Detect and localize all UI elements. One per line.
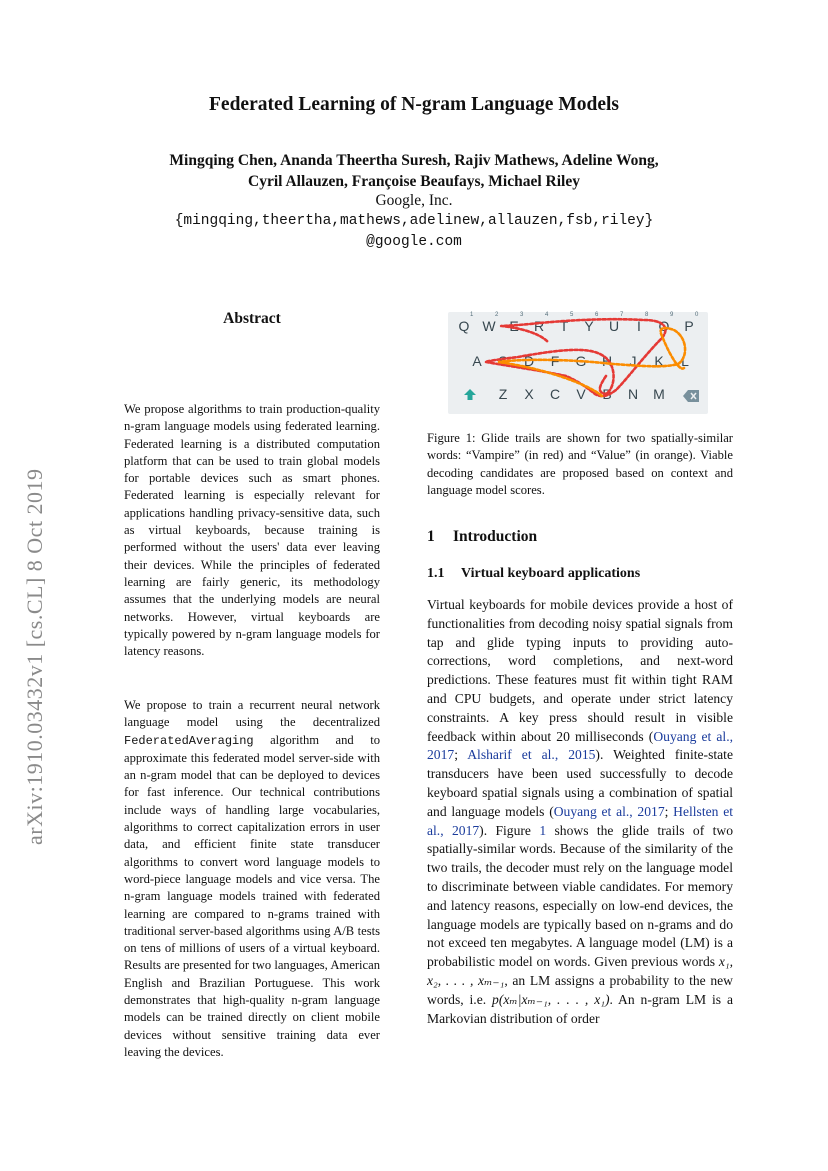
key-s: S — [498, 353, 508, 369]
arxiv-stamp: arXiv:1910.03432v1 [cs.CL] 8 Oct 2019 — [22, 468, 47, 845]
abstract-text: algorithm and to approximate this federated model server-side with an n-gram model that can be deployed to devices for fast inference. Our technical contributions include ways of handling large vocabularies, algorithms to correct capitalization errors in user data, and efficient finite state transducer algorithms to convert word language models to word-piece language models and vice versa. The n-gram language models trained with federated learning are compared to n-grams trained with traditional server-based algorithms using A/B tests on tens of millions of users of a virtual keyboard. Results are presented for two languages, American English and Brazilian Portuguese. This work demonstrates that high-quality n-gram language models can be trained directly on client mobile devices without sensitive training data ever leaving the devices. — [124, 732, 380, 1059]
key-y: Y — [584, 318, 594, 334]
key-number-0: 0 — [695, 312, 699, 318]
key-number-7: 7 — [620, 312, 624, 318]
citation-link[interactable]: Alsharif et al., 2015 — [467, 747, 596, 763]
body-text: ). Weighted finite-state transducers have been used successfully to decode keyboard spatial signals using a combination of spatial and language models ( — [427, 747, 733, 819]
key-number-4: 4 — [545, 312, 549, 318]
shift-arrow-icon — [463, 388, 477, 402]
key-v: V — [576, 386, 586, 402]
key-x: X — [524, 386, 534, 402]
body-text: shows the glide trails of two spatially-similar words. Because of the similarity of the two trails, the decoder must rely on the language model to discriminate between viable candidates. For memory and latency reasons, especially on low-end devices, the language models are typically based on n-grams and do not exceed ten megabytes. A language model (LM) is a probabilistic model on words. Given previous words — [427, 822, 733, 970]
value-trail — [498, 328, 685, 396]
body-text: , an LM assigns a probability to the new words, i.e. — [427, 972, 734, 1007]
abstract-paragraph-1: We propose algorithms to train production-quality n-gram language models using federated learning. Federated learning is a distributed computation platform that can be used to train global models for portable devices such as smart phones. Federated learning is especially relevant for applications handling privacy-sensitive data, such as virtual keyboards, because training is performed without the users' data ever leaving their devices. While the principles of federated learning are fairly generic, its methodology assumes that the underlying models are neural networks. However, virtual keyboards are typically powered by n-gram language models for latency reasons. — [124, 402, 380, 659]
key-z: Z — [498, 386, 508, 402]
authors-line-1: Mingqing Chen, Ananda Theertha Suresh, Rajiv Mathews, Adeline Wong, — [169, 152, 659, 169]
math-expression: x₁, x₂, . . . , xₘ₋₁ — [427, 954, 733, 988]
section-title: Introduction — [453, 528, 538, 545]
section-heading — [427, 528, 537, 546]
citation-link[interactable]: Hellsten et al., 2017 — [427, 803, 734, 838]
keyboard-figure — [448, 312, 708, 414]
figure-ref-word: Figure — [495, 822, 540, 838]
abstract-paragraph-2 — [124, 697, 380, 1061]
abstract-text: We propose to train a recurrent neural network language model using the decentralized — [124, 698, 380, 730]
key-p: P — [684, 318, 694, 334]
body-text: ). — [479, 822, 496, 838]
key-number-8: 8 — [645, 312, 649, 318]
key-t: T — [559, 318, 569, 334]
key-e: E — [509, 318, 519, 334]
key-h: H — [601, 353, 613, 369]
subsection-title: Virtual keyboard applications — [461, 566, 641, 581]
key-number-2: 2 — [495, 312, 499, 318]
emails-line-1: {mingqing,theertha,mathews,adelinew,allauzen,fsb,riley} — [174, 213, 654, 229]
author-emails — [0, 211, 828, 253]
math-expression: p(xₘ|xₘ₋₁, . . . , x₁) — [492, 991, 610, 1007]
key-r: R — [533, 318, 545, 334]
key-u: U — [608, 318, 620, 334]
paper-title: Federated Learning of N-gram Language Models — [209, 94, 619, 115]
key-i: I — [637, 318, 641, 334]
body-text: . An n-gram LM is a Markovian distribution of order — [427, 991, 733, 1026]
affiliation: Google, Inc. — [375, 192, 453, 209]
section-number: 1 — [427, 528, 435, 545]
key-c: C — [549, 386, 561, 402]
citation-link[interactable]: Ouyang et al., 2017 — [553, 803, 665, 819]
key-k: K — [654, 353, 664, 369]
key-n: N — [627, 386, 639, 402]
algorithm-name: FederatedAveraging — [124, 733, 254, 748]
backspace-icon — [683, 390, 699, 402]
key-b: B — [602, 386, 612, 402]
key-g: G — [575, 353, 587, 369]
key-number-9: 9 — [670, 312, 674, 318]
body-text: ; — [454, 747, 468, 763]
key-d: D — [523, 353, 535, 369]
figure-ref-link[interactable]: 1 — [539, 822, 547, 838]
emails-line-2: @google.com — [366, 234, 462, 250]
subsection-number: 1.1 — [427, 566, 445, 581]
intro-paragraph — [427, 596, 733, 1028]
figure-caption: Figure 1: Glide trails are shown for two spatially-similar words: “Vampire” (in red) and “Value” (in orange). Viable decoding candidates are proposed based on context and language model scores. — [427, 431, 733, 497]
abstract-heading: Abstract — [223, 310, 281, 327]
key-w: W — [482, 318, 496, 334]
vampire-trail — [485, 319, 665, 396]
key-j: J — [629, 353, 637, 369]
key-l: L — [681, 353, 689, 369]
author-list — [80, 150, 748, 192]
body-text: ; — [664, 803, 674, 819]
key-number-6: 6 — [595, 312, 599, 318]
key-number-1: 1 — [470, 312, 474, 318]
authors-line-2: Cyril Allauzen, Françoise Beaufays, Michael Riley — [248, 173, 580, 190]
glide-trails — [448, 312, 708, 414]
key-q: Q — [458, 318, 470, 334]
key-m: M — [653, 386, 665, 402]
key-o: O — [658, 318, 670, 334]
citation-link[interactable]: Ouyang et al., 2017 — [427, 728, 733, 763]
body-text: Virtual keyboards for mobile devices provide a host of functionalities from decoding noisy spatial signals from tap and glide typing inputs to providing auto-corrections, word completions, and next-word predictions. These features must fit within tight RAM and CPU budgets, and operate under strict latency constraints. A key press should result in visible feedback within about 20 milliseconds ( — [427, 597, 733, 744]
key-number-3: 3 — [520, 312, 524, 318]
key-a: A — [472, 353, 482, 369]
key-f: F — [550, 353, 560, 369]
subsection-heading — [427, 566, 640, 582]
key-number-5: 5 — [570, 312, 574, 318]
